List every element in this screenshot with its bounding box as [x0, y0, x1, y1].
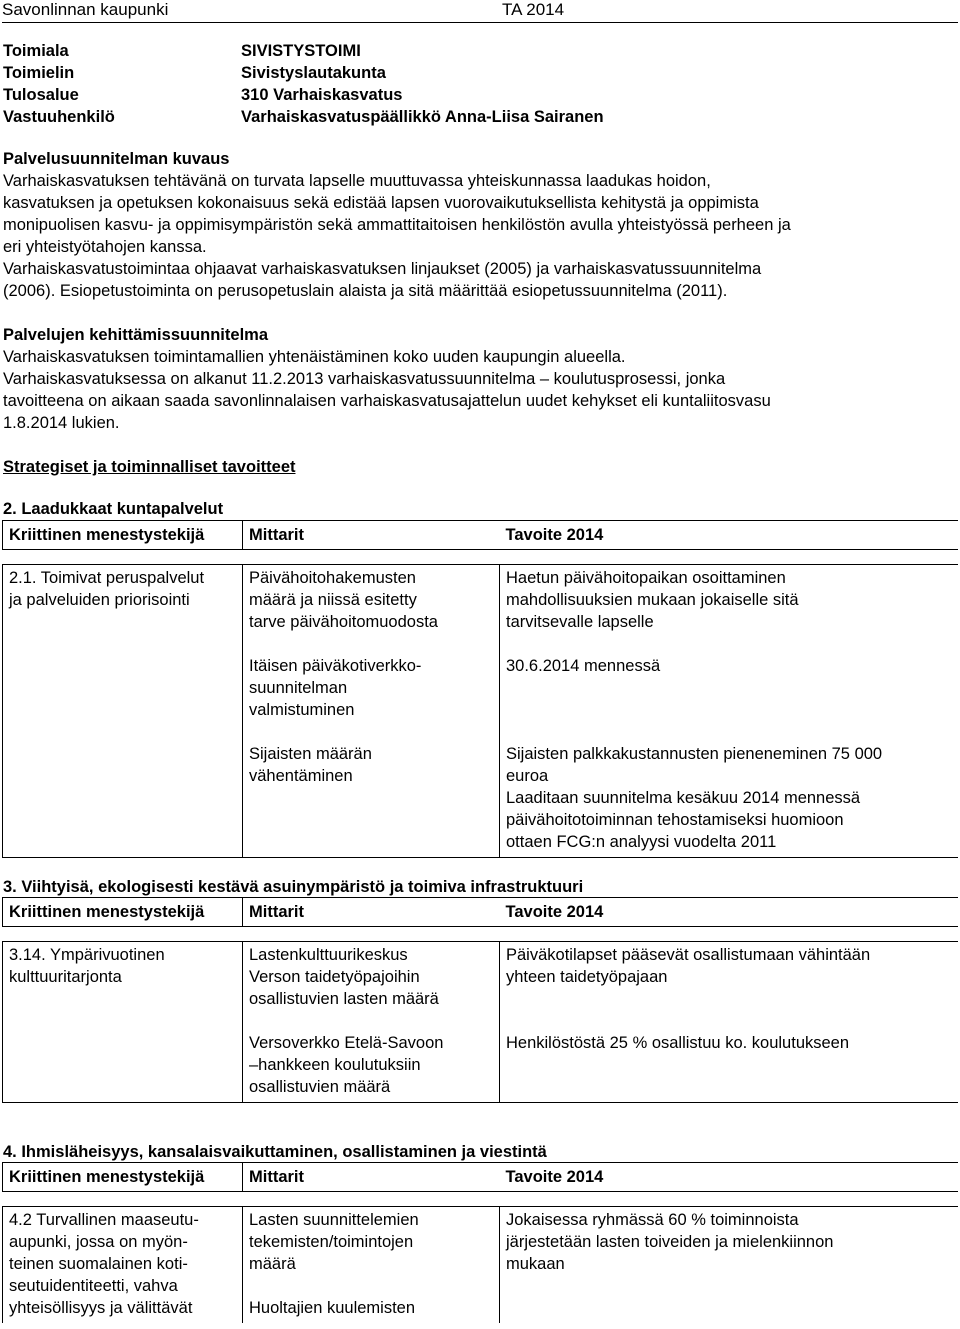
header-metrics: Mittarit: [243, 898, 500, 927]
goal-table: [2, 1162, 958, 1323]
cell-line: ottaen FCG:n analyysi vuodelta 2011: [506, 833, 777, 851]
cell-line: vähentäminen: [249, 767, 353, 785]
strategic-heading: Strategiset ja toiminnalliset tavoitteet: [3, 458, 296, 476]
meta-key: Tulosalue: [3, 86, 79, 104]
cell-line: yhteisöllisyys ja välittävät: [9, 1299, 193, 1317]
cell-line: Huoltajien kuulemisten: [249, 1299, 416, 1317]
paragraph-line: eri yhteistyötahojen kanssa.: [3, 238, 207, 256]
cell-line: 30.6.2014 mennessä: [506, 657, 661, 675]
cell-line: aupunki, jossa on myön-: [9, 1233, 188, 1251]
meta-info: [3, 40, 903, 128]
target-block: [506, 1032, 952, 1054]
target-block: [506, 655, 952, 677]
cell-line: mahdollisuuksien mukaan jokaiselle sitä: [506, 591, 799, 609]
cell-line: mukaan: [506, 1255, 565, 1273]
service-plan-section: [3, 148, 918, 302]
goal-title: 3. Viihtyisä, ekologisesti kestävä asuinympäristö ja toimiva infrastruktuuri: [3, 878, 584, 896]
goal-title: 2. Laadukkaat kuntapalvelut: [3, 500, 224, 518]
metric-block: [249, 743, 493, 787]
cell-line: määrä: [249, 1255, 296, 1273]
factor-cell: [3, 942, 243, 1103]
header-factor: Kriittinen menestystekijä: [3, 521, 243, 550]
target-block: [506, 567, 952, 633]
metrics-cell: [243, 1207, 500, 1324]
cell-line: osallistuvien lasten määrä: [249, 990, 439, 1008]
cell-line: Sijaisten määrän: [249, 745, 372, 763]
goal-title: 4. Ihmisläheisyys, kansalaisvaikuttaminen, osallistaminen ja viestintä: [3, 1143, 547, 1161]
meta-row: [3, 40, 903, 62]
metric-block: [249, 1297, 493, 1319]
meta-value: 310 Varhaiskasvatus: [241, 86, 403, 104]
paragraph-line: Varhaiskasvatuksessa on alkanut 11.2.2013 varhaiskasvatussuunnitelma – koulutusprosessi, jonka: [3, 370, 726, 388]
meta-key: Vastuuhenkilö: [3, 108, 115, 126]
header-target: Tavoite 2014: [500, 521, 958, 550]
budget-label: TA 2014: [502, 0, 565, 19]
cell-line: järjestetään lasten toiveiden ja mielenkiinnon: [506, 1233, 834, 1251]
meta-key: Toimiala: [3, 42, 69, 60]
paragraph-line: Varhaiskasvatuksen toimintamallien yhtenäistäminen koko uuden kaupungin alueella.: [3, 348, 626, 366]
cell-line: tarvitsevalle lapselle: [506, 613, 654, 631]
meta-key: Toimielin: [3, 64, 75, 82]
paragraph-line: (2006). Esiopetustoiminta on perusopetuslain alaista ja sitä määrittää esiopetussuunnitelma (2011).: [3, 282, 728, 300]
paragraph-line: monipuolisen kasvu- ja oppimisympäristön sekä ammattitaitoisen henkilöstön avulla yhteistyössä perheen ja: [3, 216, 791, 234]
cell-line: tekemisten/toimintojen: [249, 1233, 414, 1251]
meta-value: SIVISTYSTOIMI: [241, 42, 361, 60]
metric-block: [249, 655, 493, 721]
service-plan-heading: Palvelusuunnitelman kuvaus: [3, 150, 230, 168]
paragraph-line: Varhaiskasvatuksen tehtävänä on turvata lapselle muuttuvassa yhteiskunnassa laadukas hoidon,: [3, 172, 711, 190]
cell-line: valmistuminen: [249, 701, 355, 719]
target-cell: [500, 1207, 958, 1324]
cell-line: kulttuuritarjonta: [9, 968, 122, 986]
cell-line: Päivähoitohakemusten: [249, 569, 416, 587]
header-metrics: Mittarit: [243, 1163, 500, 1192]
page-header: [2, 0, 958, 23]
table-header-row: [3, 898, 958, 927]
development-plan-section: [3, 324, 918, 434]
cell-line: Haetun päivähoitopaikan osoittaminen: [506, 569, 786, 587]
goal-table: [2, 897, 958, 1103]
header-metrics: Mittarit: [243, 521, 500, 550]
cell-line: –hankkeen koulutuksiin: [249, 1056, 421, 1074]
header-factor: Kriittinen menestystekijä: [3, 1163, 243, 1192]
development-plan-heading: Palvelujen kehittämissuunnitelma: [3, 326, 268, 344]
cell-line: euroa: [506, 767, 549, 785]
strategic-section: [3, 456, 918, 478]
cell-line: osallistuvien määrä: [249, 1078, 391, 1096]
cell-line: Sijaisten palkkakustannusten pieneneminen 75 000: [506, 745, 883, 763]
meta-value: Sivistyslautakunta: [241, 64, 386, 82]
cell-line: määrä ja niissä esitetty: [249, 591, 417, 609]
factor-cell: [3, 565, 243, 858]
cell-line: Versoverkko Etelä-Savoon: [249, 1034, 444, 1052]
paragraph-line: kasvatuksen ja opetuksen kokonaisuus sekä edistää lapsen vuorovaikutuksellista kehitystä ja oppimista: [3, 194, 759, 212]
cell-line: 4.2 Turvallinen maaseutu-: [9, 1211, 199, 1229]
metrics-cell: [243, 942, 500, 1103]
cell-line: Jokaisessa ryhmässä 60 % toiminnoista: [506, 1211, 799, 1229]
paragraph-line: 1.8.2014 lukien.: [3, 414, 120, 432]
cell-line: Verson taidetyöpajoihin: [249, 968, 420, 986]
metric-block: [249, 944, 493, 1010]
factor-cell: [3, 1207, 243, 1324]
table-header-row: [3, 521, 958, 550]
target-block: [506, 1209, 952, 1275]
target-block: [506, 944, 952, 988]
metric-block: [249, 1032, 493, 1098]
cell-line: Lasten suunnittelemien: [249, 1211, 419, 1229]
header-target: Tavoite 2014: [500, 898, 958, 927]
header-factor: Kriittinen menestystekijä: [3, 898, 243, 927]
cell-line: suunnitelman: [249, 679, 348, 697]
cell-line: ja palveluiden priorisointi: [9, 591, 190, 609]
paragraph-line: Varhaiskasvatustoimintaa ohjaavat varhaiskasvatuksen linjaukset (2005) ja varhaiskasvatussuunnitelma: [3, 260, 762, 278]
target-cell: [500, 565, 958, 858]
metrics-cell: [243, 565, 500, 858]
cell-line: Henkilöstöstä 25 % osallistuu ko. koulutukseen: [506, 1034, 850, 1052]
cell-line: Laaditaan suunnitelma kesäkuu 2014 mennessä: [506, 789, 861, 807]
meta-row: [3, 84, 903, 106]
table-row: [3, 565, 958, 858]
target-cell: [500, 942, 958, 1103]
meta-row: [3, 106, 903, 128]
cell-line: päivähoitotoiminnan tehostamiseksi huomioon: [506, 811, 844, 829]
meta-value: Varhaiskasvatuspäällikkö Anna-Liisa Sairanen: [241, 108, 604, 126]
cell-line: seutuidentiteetti, vahva: [9, 1277, 178, 1295]
metric-block: [249, 567, 493, 633]
cell-line: teinen suomalainen koti-: [9, 1255, 188, 1273]
table-header-row: [3, 1163, 958, 1192]
target-block: [506, 743, 952, 853]
organization-name: Savonlinnan kaupunki: [2, 0, 169, 19]
cell-line: Päiväkotilapset pääsevät osallistumaan vähintään: [506, 946, 871, 964]
cell-line: tarve päivähoitomuodosta: [249, 613, 438, 631]
table-row: [3, 942, 958, 1103]
table-row: [3, 1207, 958, 1324]
goal-table: [2, 520, 958, 858]
header-target: Tavoite 2014: [500, 1163, 958, 1192]
cell-line: 2.1. Toimivat peruspalvelut: [9, 569, 205, 587]
meta-row: [3, 62, 903, 84]
cell-line: 3.14. Ympärivuotinen: [9, 946, 165, 964]
cell-line: yhteen taidetyöpajaan: [506, 968, 668, 986]
cell-line: Itäisen päiväkotiverkko-: [249, 657, 422, 675]
cell-line: Lastenkulttuurikeskus: [249, 946, 408, 964]
paragraph-line: tavoitteena on aikaan saada savonlinnalaisen varhaiskasvatusajattelun uudet kehykset eli kuntaliitosvasu: [3, 392, 771, 410]
metric-block: [249, 1209, 493, 1275]
